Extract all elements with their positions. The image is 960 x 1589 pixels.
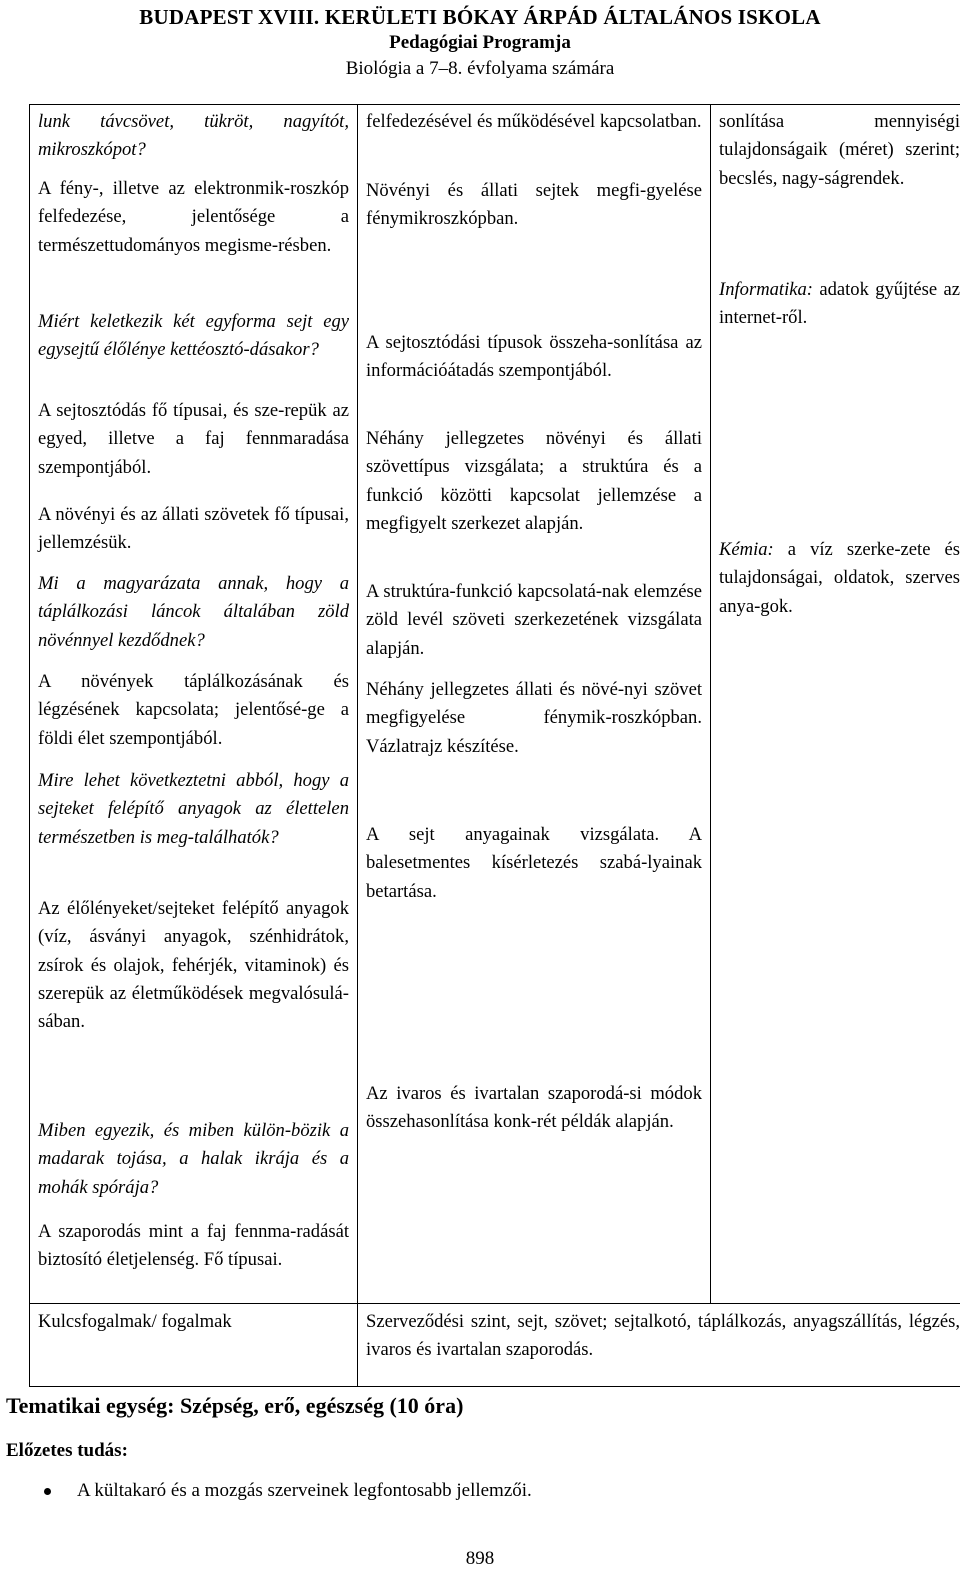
col3-para-3 (719, 536, 960, 621)
col1-para-6: Mi a magyarázata annak, hogy a táplálkozási láncok általában zöld növénnyel kezdődnek? (38, 573, 349, 651)
activities-column (358, 105, 711, 1304)
col1-para-3: Miért keletkezik két egyforma sejt egy egysejtű élőlénye kettéosztó-dásakor? (38, 311, 349, 361)
col2-para-3: A sejtosztódási típusok összeha-sonlítása az információátadás szempontjából. (366, 332, 702, 382)
col1-para-2: A fény-, illetve az elektronmik-roszkóp felfedezése, jelentősége a természettudományos megisme-résben. (38, 178, 349, 256)
col3-text-3: a víz szerke-zete és tulajdonságai, oldatok, szerves anya-gok. (719, 539, 960, 617)
col1-para-8: Mire lehet következtetni abból, hogy a sejteket felépítő anyagok az élettelen természetben is meg-találhatók? (38, 770, 349, 848)
col3-para-2 (719, 276, 960, 333)
prior-knowledge-item: A kültakaró és a mozgás szerveinek legfontosabb jellemzői. (77, 1480, 532, 1501)
col1-para-9: Az élőlényeket/sejteket felépítő anyagok (víz, ásványi anyagok, szénhidrátok, zsírok és olajok, fehérjék, vitaminok) és szerepük az életműködések megvalósulá-sában. (38, 898, 349, 1033)
page-header (0, 0, 960, 82)
col2-para-1: felfedezésével és működésével kapcsolatban. (366, 111, 702, 132)
informatika-label: Informatika: (719, 279, 813, 300)
unit-title: Tematikai egység: Szépség, erő, egészség (10 óra) (6, 1393, 464, 1418)
col2-para-4: Néhány jellegzetes növényi és állati szövettípus vizsgálata; a struktúra és a funkció közötti kapcsolat jellemzése a megfigyelt szerkezet alapján. (366, 428, 702, 534)
curriculum-table (29, 104, 960, 1387)
subject-title: Biológia a 7–8. évfolyama számára (345, 58, 615, 79)
col2-para-2: Növényi és állati sejtek megfi-gyelése fénymikroszkópban. (366, 180, 702, 230)
col2-para-7: A sejt anyagainak vizsgálata. A balesetmentes kísérletezés szabá-lyainak betartása. (366, 824, 702, 902)
col2-para-8: Az ivaros és ivartalan szaporodá-si módok összehasonlítása konk-rét példák alapján. (366, 1083, 702, 1133)
col3-text-2: adatok gyűjtése az internet-ről. (719, 279, 960, 329)
col2-para-6: Néhány jellegzetes állati és növé-nyi szövet megfigyelése fénymik-roszkópban. Vázlatrajz készítése. (366, 679, 702, 757)
key-concepts-text: Szerveződési szint, sejt, szövet; sejtalkotó, táplálkozás, anyagszállítás, légzés, ivaros és ivartalan szaporodás. (358, 1304, 960, 1387)
school-name: BUDAPEST XVIII. KERÜLETI BÓKAY ÁRPÁD ÁLTALÁNOS ISKOLA (139, 5, 821, 29)
col3-text-1: sonlítása mennyiségi tulajdonságaik (méret) szerint; becslés, nagy-ságrendek. (719, 111, 960, 189)
page-number: 898 (465, 1548, 495, 1569)
key-concepts-label: Kulcsfogalmak/ fogalmak (30, 1304, 358, 1387)
col1-para-11: A szaporodás mint a faj fennma-radását biztosító életjelenség. Fő típusai. (38, 1221, 349, 1271)
col1-para-7: A növények táplálkozásának és légzésének kapcsolata; jelentősé-ge a földi élet szempontjából. (38, 671, 349, 749)
col1-para-4: A sejtosztódás fő típusai, és sze-repük az egyed, illetve a faj fennmaradása szempontjából. (38, 400, 349, 478)
col1-para-1: lunk távcsövet, tükröt, nagyítót, mikroszkópot? (38, 111, 349, 161)
list-item (44, 1480, 532, 1502)
key-concepts-row (30, 1304, 960, 1387)
connections-column (711, 105, 960, 1304)
bullet-icon (44, 1488, 51, 1495)
col2-para-5: A struktúra-funkció kapcsolatá-nak elemzése zöld levél szöveti szerkezetének vizsgálata alapján. (366, 581, 702, 659)
kemia-label: Kémia: (719, 539, 774, 560)
col1-para-5: A növényi és az állati szövetek fő típusai, jellemzésük. (38, 504, 349, 554)
questions-column (30, 105, 358, 1304)
col1-para-10: Miben egyezik, és miben külön-bözik a madarak tojása, a halak ikrája és a mohák spórája? (38, 1120, 349, 1198)
program-title: Pedagógiai Programja (389, 32, 571, 53)
col3-para-1 (719, 108, 960, 193)
prior-knowledge-title: Előzetes tudás: (6, 1440, 128, 1461)
content-row (30, 105, 960, 1304)
